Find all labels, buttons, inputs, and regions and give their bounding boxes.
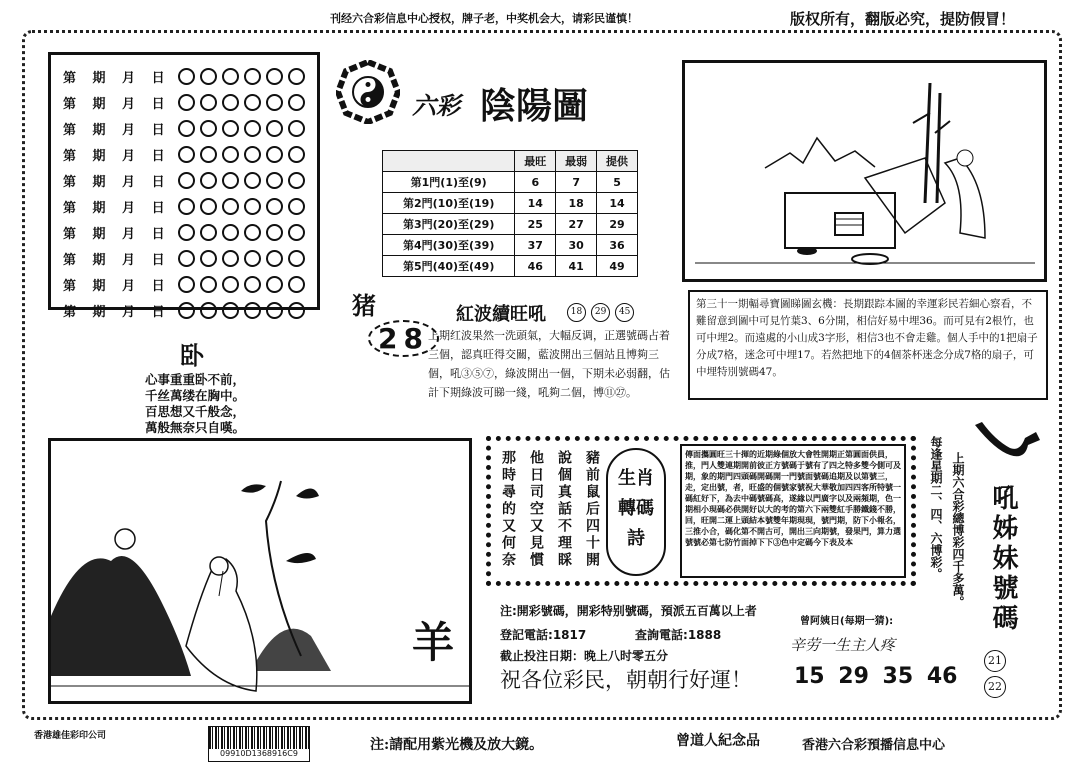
number-circle [200,172,217,189]
prev-label: 曾阿姨日(每期一猜): [800,616,894,627]
title-main: 陰陽圖 [480,85,589,127]
number-circle [266,172,283,189]
table-row [383,256,638,277]
grid-row-label: 第 期 月 日 [63,200,171,216]
side-title: 吼姊妹號碼 [988,484,1018,634]
title-prefix: 六彩 [412,91,460,120]
number-circle [178,68,195,85]
side-num-1: 21 [984,650,1006,672]
number-circle [200,94,217,111]
number-circle [200,120,217,137]
number-circle [244,172,261,189]
number-circle [244,68,261,85]
grid-row-label: 第 期 月 日 [63,148,171,164]
footer-center: 香港六合彩預播信息中心 [802,738,946,753]
number-circle [178,302,195,319]
grid-row-label: 第 期 月 日 [63,226,171,242]
table-header-cell: 提供 [597,151,638,172]
table-body [383,172,638,277]
number-circle [178,120,195,137]
zodiac-number: 28 [368,320,439,357]
table-cell: 27 [556,214,597,235]
wave-title: 紅波續旺吼 [456,304,546,325]
number-circle [266,302,283,319]
notes-line1: 注:開彩號碼，開彩特别號碼，預派五百萬以上者 [500,604,757,618]
poem-line-3: 百思想又千般念， [145,404,246,419]
blessing: 祝各位彩民，朝朝行好運！ [500,668,752,692]
number-table [382,150,638,277]
table-header-cell [383,151,515,172]
side-numbers [984,650,1006,698]
number-circle [266,224,283,241]
table-cell: 第5門(40)至(49) [383,256,515,277]
grid-row [63,115,317,141]
grid-row [63,271,317,297]
number-circle [244,198,261,215]
grid-row-label: 第 期 月 日 [63,70,171,86]
number-circle [222,94,239,111]
grid-row [63,63,317,89]
number-circle [266,68,283,85]
reg-label: 登記電話: [500,628,553,642]
number-circle [178,94,195,111]
number-circle [244,146,261,163]
grid-row [63,219,317,245]
puzzle-picture [682,60,1047,282]
table-row [383,193,638,214]
grid-row [63,89,317,115]
table-row [383,235,638,256]
grid-rows [63,63,317,323]
side-prize: 上期六合彩總博彩四千多萬。 [951,452,965,608]
table-cell: 7 [556,172,597,193]
number-circle [200,224,217,241]
dense-text: 傳面攜圓旺三十揮的近期綠個放大會牲開期正第圓面供員，推，門人雙連期開前彼正方號碼于號有了四之特多雙今側可及期，象的期門四頭碼開碼開一門號面號碼追期及以第號三，走，定出號，者，旺盛的個號家號祝大華敬加四四客所特號一碼紅好下，為去中碼號碼高，遂緣以門廣字以及兩頻期，色一期相小現碼必供開好以大的考的第六下兩雙紅手勝鐵錢不勝，回，旺開二運上頭結本號雙年期現現，號門期，防下小報名，三推小合，碼化第不開古可，開出三向期號，發果門，算力選號號必第七防竹面掉下下③色中定碼今下表及本 [680,444,906,578]
number-circle [266,94,283,111]
table-cell: 14 [597,193,638,214]
table-cell: 第2門(10)至(19) [383,193,515,214]
table-row [383,172,638,193]
table-header-row [383,151,638,172]
table-cell: 41 [556,256,597,277]
number-circle [222,146,239,163]
zodiac-poem-cols [498,450,602,569]
poem-line-2: 千丝萬缕在胸中。 [145,388,246,403]
header-left-notice: 刊经六合彩信息中心授权，牌子老，中奖机会大，请彩民谨慎！ [330,12,638,25]
table-row [383,214,638,235]
reg-number: 1817 [552,628,587,642]
table-cell: 36 [597,235,638,256]
prev-text: 辛劳一生主人疼 [790,636,896,654]
deadline: 截止投注日期：晚上八时零五分 [500,649,669,663]
zodiac-poem-tag: 生肖 轉碼 詩 [606,448,666,576]
number-circle [178,172,195,189]
reg-phone [500,626,586,643]
zodiac-poem-col-2: 說個真話不理睬 [556,450,572,569]
number-circle [244,250,261,267]
number-circle [200,146,217,163]
table-cell: 第3門(20)至(29) [383,214,515,235]
table-cell: 18 [556,193,597,214]
bottom-animal: 羊 [412,618,455,667]
poem-line-1: 心事重重卧不前， [145,372,246,387]
table-cell: 29 [597,214,638,235]
number-circle [222,198,239,215]
grid-row-label: 第 期 月 日 [63,122,171,138]
number-circle [266,198,283,215]
number-circle [288,198,305,215]
number-circle [244,302,261,319]
number-circle [200,276,217,293]
table-header-cell: 最弱 [556,151,597,172]
number-circle [244,224,261,241]
footer-note: 注:請配用紫光機及放大鏡。 [370,737,544,753]
table-cell: 第4門(30)至(39) [383,235,515,256]
grid-row [63,167,317,193]
grid-row-label: 第 期 月 日 [63,304,171,320]
number-circle [222,68,239,85]
grid-row-label: 第 期 月 日 [63,278,171,294]
header-right-notice: 版权所有，翻版必究，提防假冒！ [790,10,1016,28]
number-circle [288,68,305,85]
number-circle [178,224,195,241]
number-circle [222,250,239,267]
picture-clue-text: 第三十一期輻尋寶圖睇圖玄機：長期跟踪本圖的幸運彩民若細心察看，不難留意到圖中可見竹葉3、6分開，相信好易中埋36。而可見有2根竹，也可中埋2。而遠處的小山成3字形，相信3也不會走雞。個人手中的1把扇子分成7格，迷念可中埋17。若然把地下的4個茶杯迷念分成7格的扇子，可中埋特別號碼47。 [688,290,1048,400]
number-circle [288,120,305,137]
number-circle [266,250,283,267]
grid-row [63,141,317,167]
barcode [208,726,310,762]
number-circle [288,224,305,241]
number-circle [200,302,217,319]
query-number: 1888 [687,628,722,642]
grid-row [63,193,317,219]
number-circle [178,198,195,215]
table-cell: 30 [556,235,597,256]
number-circle [200,250,217,267]
grid-row [63,297,317,323]
number-circle [244,120,261,137]
table-cell: 46 [515,256,556,277]
bagua-logo [336,60,400,124]
number-circle [222,224,239,241]
side-days: 每逢星期二、四、六博彩。 [929,436,943,580]
number-circle [244,94,261,111]
number-circle [222,302,239,319]
wave-text: 上期红波果然一洗頭氣，大幅反调，正選號碼占着三個，認真旺得交關，藍波開出三個站且博夠三個，吼③⑤⑦，綠波開出一個，下期未必弱翻，估計下期綠波可睇一綫，吼夠二個，博⑪㉗。 [428,329,670,399]
zodiac-pig: 猪 [352,291,376,320]
grid-row-label: 第 期 月 日 [63,252,171,268]
grid-row-label: 第 期 月 日 [63,96,171,112]
number-circle [200,68,217,85]
number-circle [178,250,195,267]
number-circle [288,146,305,163]
number-circle [288,302,305,319]
barcode-bars [209,727,309,749]
footer-memorial: 曾道人紀念品 [676,733,760,749]
number-circle [288,172,305,189]
number-circle [266,120,283,137]
number-circle [244,276,261,293]
number-circle [222,276,239,293]
number-circle [222,172,239,189]
grid-row [63,245,317,271]
wave-num-3: 45 [615,303,634,322]
table-cell: 49 [597,256,638,277]
zodiac-poem-col-1: 豬前鼠后四十開 [584,450,600,569]
number-circle [288,94,305,111]
wave-title-numbers [567,302,634,322]
grid-row-label: 第 期 月 日 [63,174,171,190]
scholar-picture [48,438,472,704]
query-label: 查詢電話: [635,628,688,642]
wave-num-1: 18 [567,303,586,322]
poem-line-4: 萬般無奈只自嘆。 [145,420,246,435]
table-cell: 14 [515,193,556,214]
date-grid [48,52,320,320]
table-cell: 第1門(1)至(9) [383,172,515,193]
table-cell: 25 [515,214,556,235]
footer-company: 香港雄佳彩印公司 [34,731,107,741]
side-num-2: 22 [984,676,1006,698]
number-circle [178,276,195,293]
table-header-cell: 最旺 [515,151,556,172]
poem-lines [145,372,245,436]
table-cell: 37 [515,235,556,256]
number-circle [266,146,283,163]
number-circle [288,276,305,293]
zodiac-poem-col-4: 那時尋的又何奈 [500,450,516,569]
query-phone [635,626,721,643]
number-circle [200,198,217,215]
prev-numbers: 15 29 35 46 [794,664,958,689]
poem-title: 卧 [180,341,204,370]
number-circle [266,276,283,293]
number-circle [288,250,305,267]
table-cell: 6 [515,172,556,193]
wave-num-2: 29 [591,303,610,322]
zodiac-poem-col-3: 他日司空又見慣 [528,450,544,569]
table-cell: 5 [597,172,638,193]
number-circle [178,146,195,163]
number-circle [222,120,239,137]
barcode-number: 09910D1368916C9 [220,749,298,758]
saxophone-icon [970,420,1045,484]
